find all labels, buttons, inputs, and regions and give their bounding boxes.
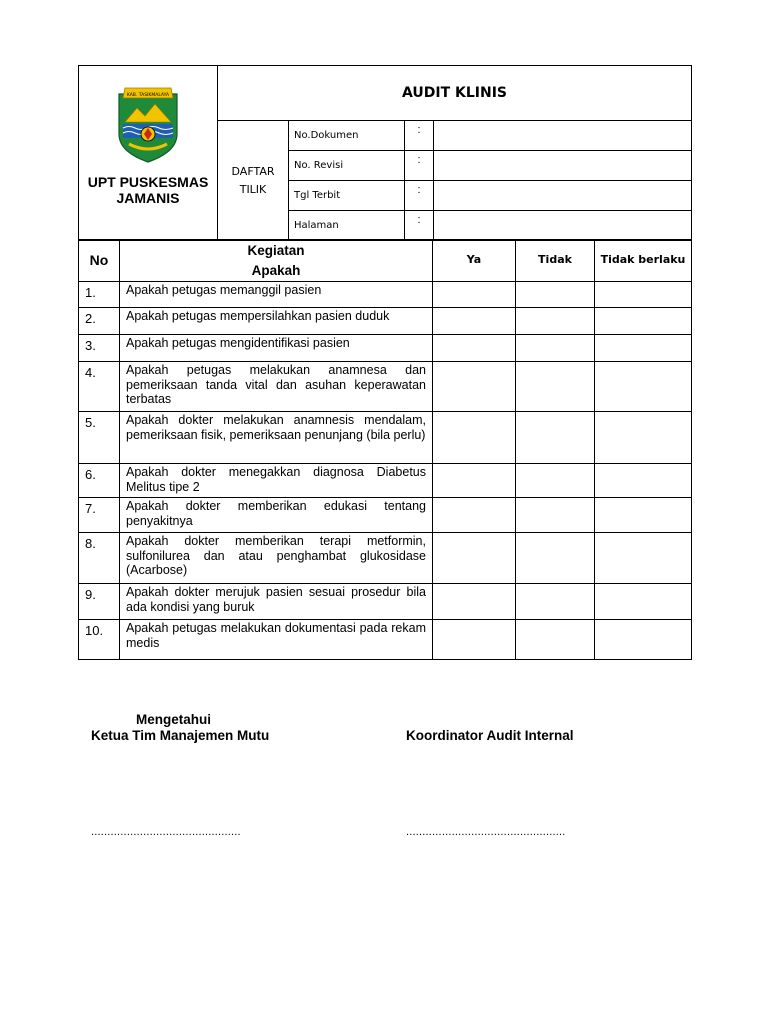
- check-tidak-berlaku[interactable]: [595, 584, 692, 620]
- check-tidak-berlaku[interactable]: [595, 362, 692, 412]
- check-ya[interactable]: [433, 620, 516, 660]
- check-ya[interactable]: [433, 533, 516, 584]
- check-tidak[interactable]: [516, 533, 595, 584]
- table-row: [79, 464, 692, 498]
- meta-value-no-revisi: [434, 151, 692, 181]
- check-tidak[interactable]: [516, 464, 595, 498]
- check-tidak[interactable]: [516, 498, 595, 533]
- sig-right-title: Koordinator Audit Internal: [406, 728, 574, 743]
- sig-left-line: ..............................................: [91, 826, 241, 838]
- col-header-tidak: Tidak: [516, 240, 595, 282]
- check-ya[interactable]: [433, 498, 516, 533]
- meta-label-no-dokumen: No.Dokumen: [289, 121, 405, 151]
- document-header: [78, 65, 692, 241]
- check-ya[interactable]: [433, 335, 516, 362]
- sig-left-line1: Mengetahui: [136, 712, 212, 727]
- sig-right-line: .................................................: [406, 826, 566, 838]
- check-tidak[interactable]: [516, 362, 595, 412]
- table-row: [79, 282, 692, 308]
- check-ya[interactable]: [433, 362, 516, 412]
- col-header-tidak-berlaku: Tidak berlaku: [595, 240, 692, 282]
- daftar-line2: TILIK: [239, 182, 267, 196]
- check-ya[interactable]: [433, 412, 516, 464]
- row-question: Apakah petugas melakukan dokumentasi pada rekam medis: [120, 620, 433, 660]
- row-number: 3.: [79, 335, 120, 362]
- meta-colon: :: [405, 181, 434, 211]
- table-row: [79, 533, 692, 584]
- check-ya[interactable]: [433, 584, 516, 620]
- sig-left-title: Ketua Tim Manajemen Mutu: [91, 728, 270, 743]
- table-row: [79, 498, 692, 533]
- daftar-tilik-label: [218, 121, 289, 241]
- check-tidak[interactable]: [516, 412, 595, 464]
- org-name: [79, 174, 217, 206]
- meta-label-halaman: Halaman: [289, 211, 405, 241]
- check-tidak-berlaku[interactable]: [595, 498, 692, 533]
- row-question: Apakah dokter memberikan terapi metformin, sulfonilurea dan atau penghambat glukosidase (Acarbose): [120, 533, 433, 584]
- meta-label-no-revisi: No. Revisi: [289, 151, 405, 181]
- row-question: Apakah petugas melakukan anamnesa dan pemeriksaan tanda vital dan asuhan keperawatan terbatas: [120, 362, 433, 412]
- kabupaten-tasikmalaya-logo: [115, 84, 181, 164]
- table-row: [79, 620, 692, 660]
- col-header-kegiatan-line1: Kegiatan: [247, 242, 305, 258]
- row-number: 9.: [79, 584, 120, 620]
- check-tidak-berlaku[interactable]: [595, 308, 692, 335]
- col-header-no: No: [79, 240, 120, 282]
- col-header-kegiatan: [120, 240, 433, 282]
- row-question: Apakah dokter merujuk pasien sesuai prosedur bila ada kondisi yang buruk: [120, 584, 433, 620]
- row-number: 8.: [79, 533, 120, 584]
- row-question: Apakah petugas mengidentifikasi pasien: [120, 335, 433, 362]
- table-header-row: [79, 240, 692, 282]
- check-ya[interactable]: [433, 464, 516, 498]
- row-number: 1.: [79, 282, 120, 308]
- meta-colon: :: [405, 121, 434, 151]
- check-tidak-berlaku[interactable]: [595, 282, 692, 308]
- check-tidak[interactable]: [516, 620, 595, 660]
- row-number: 4.: [79, 362, 120, 412]
- check-ya[interactable]: [433, 308, 516, 335]
- table-row: [79, 362, 692, 412]
- table-row: [79, 412, 692, 464]
- org-name-line1: UPT PUSKESMAS: [87, 174, 209, 190]
- table-row: [79, 308, 692, 335]
- row-number: 5.: [79, 412, 120, 464]
- row-question: Apakah dokter memberikan edukasi tentang penyakitnya: [120, 498, 433, 533]
- row-number: 6.: [79, 464, 120, 498]
- check-tidak-berlaku[interactable]: [595, 533, 692, 584]
- row-number: 7.: [79, 498, 120, 533]
- document-title: AUDIT KLINIS: [218, 66, 692, 121]
- daftar-line1: DAFTAR: [231, 164, 275, 178]
- meta-value-no-dokumen: [434, 121, 692, 151]
- meta-colon: :: [405, 151, 434, 181]
- col-header-kegiatan-line2: Apakah: [251, 262, 301, 278]
- check-tidak[interactable]: [516, 584, 595, 620]
- checklist-table: [78, 239, 692, 660]
- meta-value-tgl-terbit: [434, 181, 692, 211]
- row-number: 10.: [79, 620, 120, 660]
- row-question: Apakah petugas mempersilahkan pasien duduk: [120, 308, 433, 335]
- row-question: Apakah dokter melakukan anamnesis mendalam, pemeriksaan fisik, pemeriksaan penunjang (bila perlu): [120, 412, 433, 464]
- check-ya[interactable]: [433, 282, 516, 308]
- table-row: [79, 335, 692, 362]
- check-tidak-berlaku[interactable]: [595, 412, 692, 464]
- check-tidak-berlaku[interactable]: [595, 464, 692, 498]
- logo-banner-text: KAB. TASIKMALAYA: [126, 93, 170, 98]
- meta-colon: :: [405, 211, 434, 241]
- check-tidak[interactable]: [516, 308, 595, 335]
- table-row: [79, 584, 692, 620]
- meta-value-halaman: [434, 211, 692, 241]
- row-number: 2.: [79, 308, 120, 335]
- col-header-ya: Ya: [433, 240, 516, 282]
- check-tidak-berlaku[interactable]: [595, 620, 692, 660]
- check-tidak[interactable]: [516, 282, 595, 308]
- meta-label-tgl-terbit: Tgl Terbit: [289, 181, 405, 211]
- check-tidak[interactable]: [516, 335, 595, 362]
- org-name-line2: JAMANIS: [116, 190, 180, 206]
- row-question: Apakah dokter menegakkan diagnosa Diabetus Melitus tipe 2: [120, 464, 433, 498]
- logo-cell: [79, 66, 218, 241]
- row-question: Apakah petugas memanggil pasien: [120, 282, 433, 308]
- check-tidak-berlaku[interactable]: [595, 335, 692, 362]
